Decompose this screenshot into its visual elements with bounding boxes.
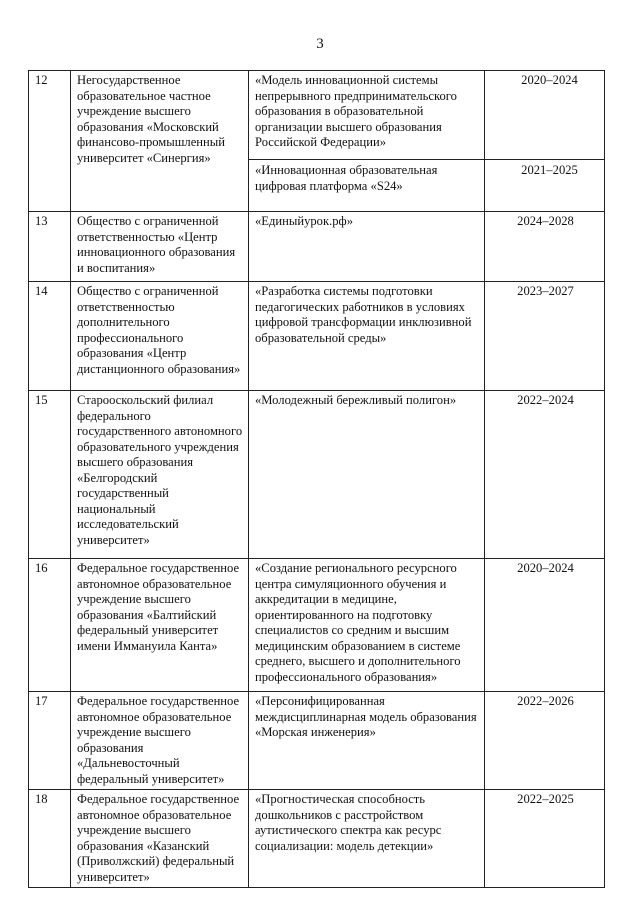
row-number: 14 [29, 282, 71, 391]
project-name: «Единыйурок.рф» [249, 212, 485, 282]
project-name: «Разработка системы подготовки педагогических работников в условиях цифровой трансформации инклюзивной образовательной среды» [249, 282, 485, 391]
project-name: «Прогностическая способность дошкольников с расстройством аутистического спектра как ресурс социализации: модель детекции» [249, 790, 485, 888]
organization-name: Федеральное государственное автономное образовательное учреждение высшего образования «Дальневосточный федеральный университет» [71, 692, 249, 790]
table-row [29, 212, 605, 282]
project-years: 2022–2026 [485, 692, 605, 790]
project-years: 2023–2027 [485, 282, 605, 391]
table-row [29, 391, 605, 559]
organization-name: Старооскольский филиал федерального государственного автономного образовательного учреждения высшего образования «Белгородский государственный национальный исследовательский университет» [71, 391, 249, 559]
project-years: 2022–2024 [485, 391, 605, 559]
years-cell [485, 71, 605, 212]
table-row [29, 559, 605, 692]
project-years: 2020–2024 [485, 559, 605, 692]
page-number: 3 [316, 36, 324, 52]
organization-name: Федеральное государственное автономное образовательное учреждение высшего образования «Казанский (Приволжский) федеральный университет» [71, 790, 249, 888]
project-name: «Модель инновационной системы непрерывного предпринимательского образования в образовательной организации высшего образования Российской Федерации» [255, 73, 457, 149]
registry-table [28, 70, 605, 888]
project-years: 2021–2025 [485, 159, 604, 181]
row-number: 17 [29, 692, 71, 790]
row-number: 12 [29, 71, 71, 212]
project-name: «Персонифицированная междисциплинарная модель образования «Морская инженерия» [249, 692, 485, 790]
row-number: 15 [29, 391, 71, 559]
table-row [29, 790, 605, 888]
project-name: «Создание регионального ресурсного центра симуляционного обучения и аккредитации в медицине, ориентированного на подготовку специалистов со средним и высшим медицинским образованием в системе среднего, высшего и дополнительного профессионального образования» [249, 559, 485, 692]
project-name: «Молодежный бережливый полигон» [249, 391, 485, 559]
row-number: 18 [29, 790, 71, 888]
project-name: «Инновационная образовательная цифровая платформа «S24» [249, 159, 484, 196]
organization-name: Федеральное государственное автономное образовательное учреждение высшего образования «Балтийский федеральный университет имени Иммануила Канта» [71, 559, 249, 692]
table-row [29, 692, 605, 790]
organization-name: Общество с ограниченной ответственностью дополнительного профессионального образования «Центр дистанционного образования» [71, 282, 249, 391]
project-years: 2024–2028 [485, 212, 605, 282]
table-row [29, 71, 605, 212]
row-number: 16 [29, 559, 71, 692]
project-cell [249, 71, 485, 212]
project-years: 2020–2024 [521, 73, 578, 87]
organization-name: Негосударственное образовательное частное учреждение высшего образования «Московский финансово-промышленный университет «Синергия» [71, 71, 249, 212]
table-row [29, 282, 605, 391]
row-number: 13 [29, 212, 71, 282]
project-years: 2022–2025 [485, 790, 605, 888]
organization-name: Общество с ограниченной ответственностью «Центр инновационного образования и воспитания» [71, 212, 249, 282]
